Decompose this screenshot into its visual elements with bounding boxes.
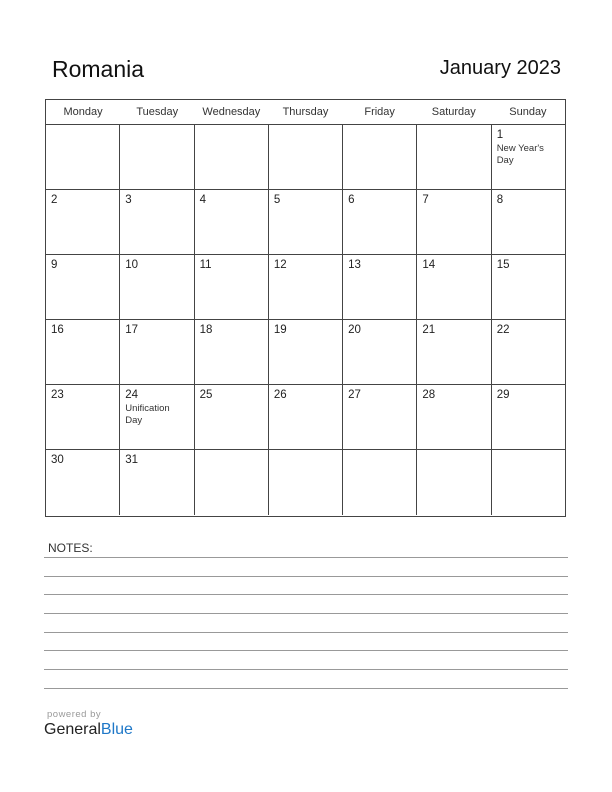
day-number: 20 [348, 324, 361, 336]
day-cell [120, 450, 194, 515]
day-cell [492, 450, 565, 515]
day-cell [343, 320, 417, 384]
day-number: 30 [51, 454, 64, 466]
month-title: January 2023 [439, 57, 561, 79]
day-cell [343, 125, 417, 189]
day-number: 11 [199, 259, 212, 271]
day-number: 24 [125, 389, 139, 401]
day-number: 14 [422, 259, 436, 271]
day-number: 2 [51, 194, 58, 206]
day-number: 6 [348, 194, 355, 206]
day-number: 9 [51, 259, 58, 271]
day-cell [269, 255, 343, 319]
day-cell [343, 385, 417, 449]
powered-by-text: powered by [47, 709, 102, 720]
day-cell [195, 255, 269, 319]
day-cell [46, 320, 120, 384]
day-cell [492, 190, 565, 254]
day-number: 21 [422, 324, 436, 336]
day-cell [46, 255, 120, 319]
week-row [46, 255, 565, 320]
day-number: 4 [199, 194, 206, 206]
weekday-header: Sunday [509, 106, 547, 118]
day-cell [492, 385, 565, 449]
day-number: 29 [496, 389, 510, 401]
day-number: 10 [125, 259, 139, 271]
day-number: 16 [51, 324, 64, 336]
brand-name-part1: General [44, 721, 101, 738]
brand-logo [44, 721, 133, 739]
note-line [44, 594, 568, 595]
note-line [44, 650, 568, 651]
day-number: 26 [273, 389, 287, 401]
day-cell [195, 125, 269, 189]
day-number: 15 [496, 259, 510, 271]
day-cell [269, 320, 343, 384]
note-line [44, 613, 568, 614]
week-row [46, 385, 565, 450]
weekday-header: Saturday [431, 106, 476, 118]
day-cell [492, 320, 565, 384]
day-cell [195, 320, 269, 384]
week-row [46, 190, 565, 255]
note-line [44, 688, 568, 689]
week-row [46, 320, 565, 385]
country-title: Romania [52, 56, 145, 82]
day-cell [120, 320, 194, 384]
week-row [46, 125, 565, 190]
day-number: 12 [273, 259, 287, 271]
weekday-header: Wednesday [202, 106, 261, 118]
note-line [44, 557, 568, 558]
calendar-weeks [46, 125, 565, 515]
holiday-label: Unification Day [125, 403, 170, 426]
day-number: 13 [348, 259, 361, 271]
day-number: 28 [422, 389, 436, 401]
day-cell [343, 190, 417, 254]
day-cell [269, 450, 343, 515]
day-cell [417, 255, 491, 319]
day-cell [417, 125, 491, 189]
day-number: 22 [496, 324, 510, 336]
day-cell [492, 125, 565, 189]
weekday-header: Monday [63, 106, 103, 118]
day-cell [46, 450, 120, 515]
day-cell [120, 385, 194, 449]
day-cell [417, 450, 491, 515]
day-number: 19 [273, 324, 287, 336]
day-cell [417, 385, 491, 449]
day-cell [343, 450, 417, 515]
day-number: 27 [348, 389, 361, 401]
day-number: 5 [273, 194, 281, 206]
day-number: 31 [125, 454, 139, 466]
day-number: 7 [422, 194, 429, 206]
day-cell [120, 190, 194, 254]
day-cell [417, 320, 491, 384]
day-cell [46, 125, 120, 189]
weekday-header: Friday [364, 106, 395, 118]
holiday-label: New Year's Day [496, 143, 544, 166]
day-cell [343, 255, 417, 319]
note-line [44, 669, 568, 670]
day-number: 23 [51, 389, 64, 401]
week-row [46, 450, 565, 515]
brand-name-part2: Blue [100, 721, 133, 738]
day-cell [269, 125, 343, 189]
day-number: 18 [199, 324, 213, 336]
weekday-header: Tuesday [136, 106, 179, 118]
day-cell [120, 125, 194, 189]
calendar-grid [45, 99, 566, 517]
note-line [44, 632, 568, 633]
weekday-header-row [46, 100, 565, 125]
note-line [44, 576, 568, 577]
day-cell [269, 385, 343, 449]
day-cell [195, 385, 269, 449]
day-number: 3 [125, 194, 132, 206]
day-cell [195, 450, 269, 515]
day-cell [195, 190, 269, 254]
day-cell [46, 190, 120, 254]
day-cell [492, 255, 565, 319]
day-cell [46, 385, 120, 449]
notes-label: NOTES: [48, 541, 93, 555]
weekday-header: Thursday [282, 106, 329, 118]
day-cell [417, 190, 491, 254]
day-number: 8 [496, 194, 504, 206]
day-number: 1 [496, 129, 504, 141]
day-number: 25 [199, 389, 213, 401]
day-cell [269, 190, 343, 254]
day-cell [120, 255, 194, 319]
day-number: 17 [125, 324, 139, 336]
